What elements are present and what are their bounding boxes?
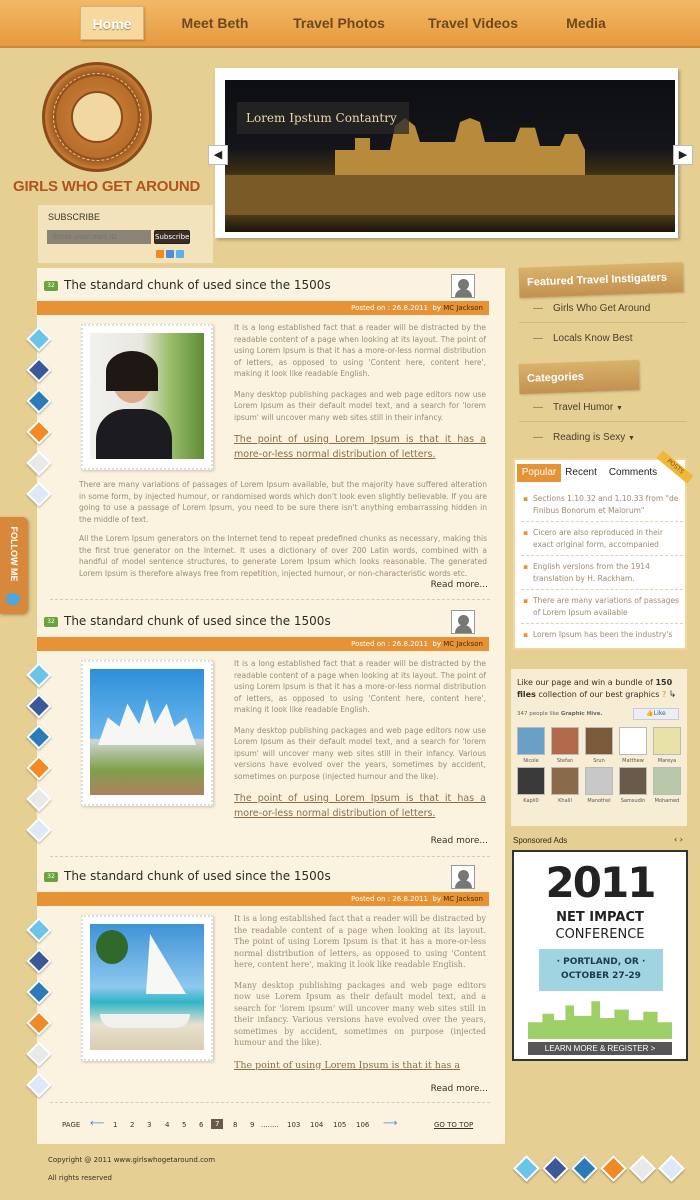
footer-copyright: Copyright @ 2011 www.girlswhogetaround.com bbox=[48, 1156, 216, 1164]
blog-post bbox=[37, 859, 505, 1109]
subscribe-label: SUBSCRIBE bbox=[48, 212, 101, 222]
ad-register-button[interactable]: LEARN MORE & REGISTER > bbox=[528, 1042, 672, 1055]
post-date: Posted on : 26.8.2011 bbox=[351, 895, 428, 903]
post-paragraph: Many desktop publishing packages and web page editors now use Lorem Ipsum as their default model text, and a search for 'lorem ipsum' will uncover many web sites still in their infancy. bbox=[234, 389, 486, 422]
fan-name: Nicole bbox=[523, 758, 539, 764]
twitter-icon[interactable] bbox=[26, 326, 51, 351]
fan-name: Khalil bbox=[558, 798, 572, 804]
posts-ribbon: POSTS bbox=[656, 450, 693, 483]
slider-next-button[interactable] bbox=[673, 145, 693, 165]
rss-icon[interactable] bbox=[156, 250, 164, 258]
page-link[interactable]: 104 bbox=[310, 1121, 324, 1129]
post-highlight-link[interactable]: The point of using Lorem Ipsum is that it has a more-or-less normal distribution of letters. bbox=[234, 793, 486, 819]
bookmark-icon[interactable] bbox=[176, 250, 184, 258]
page-link[interactable]: 2 bbox=[130, 1121, 135, 1129]
post-by: by bbox=[432, 640, 441, 648]
post-excerpt bbox=[234, 322, 486, 472]
subscribe-box bbox=[38, 205, 213, 263]
delicious-icon[interactable] bbox=[26, 817, 51, 842]
post-photo bbox=[90, 333, 204, 459]
featured-heading: Featured Travel Instigaters bbox=[519, 262, 684, 298]
post-date: Posted on : 26.8.2011 bbox=[351, 304, 428, 312]
main-content bbox=[37, 268, 505, 1144]
list-item[interactable]: ▪ Cicero are also reproduced in their exact original form, accompanied bbox=[521, 522, 683, 556]
page-link[interactable]: 8 bbox=[233, 1121, 238, 1129]
nav-meet-beth[interactable]: Meet Beth bbox=[181, 15, 249, 31]
chevron-down-icon: ▼ bbox=[628, 435, 635, 442]
slide-caption: Lorem Ipstum Contantry bbox=[237, 102, 409, 134]
fan-avatar[interactable] bbox=[551, 727, 579, 755]
fan-name: Mohamed bbox=[654, 798, 680, 804]
rss-icon[interactable] bbox=[26, 1010, 51, 1035]
digg-icon[interactable] bbox=[26, 450, 51, 475]
digg-icon[interactable] bbox=[26, 1041, 51, 1066]
fan-avatar[interactable] bbox=[517, 727, 545, 755]
rss-icon[interactable] bbox=[600, 1155, 627, 1182]
facebook-icon[interactable] bbox=[26, 357, 51, 382]
sidebar-divider bbox=[519, 421, 687, 422]
ad-dates: OCTOBER 27-29 bbox=[561, 971, 641, 981]
featured-item[interactable]: — Girls Who Get Around bbox=[523, 303, 687, 314]
ads-nav-arrows[interactable]: ‹ › bbox=[674, 835, 683, 844]
arrow-left-icon[interactable]: ⟵ bbox=[90, 1118, 105, 1129]
post-author[interactable]: MC Jackson bbox=[443, 304, 483, 312]
page-ellipsis: ........ bbox=[261, 1121, 279, 1129]
ad-line1: NET IMPACT bbox=[556, 910, 644, 925]
post-share-bar bbox=[30, 330, 56, 516]
tab-post-list bbox=[521, 488, 683, 646]
fan-avatar[interactable] bbox=[619, 767, 647, 795]
page-link[interactable]: 5 bbox=[182, 1121, 187, 1129]
page-link[interactable]: 6 bbox=[199, 1121, 204, 1129]
post-paragraph: There are many variations of passages of Lorem Ipsum available, but the majority have suffered alteration in some form, by injected humour, or randomised words which don't look even slightly believable. If you are going to use a passage of Lorem Ipsum, you need to be sure there isn't anything embarrassing hidden in the middle of text. bbox=[79, 480, 487, 524]
category-item[interactable] bbox=[523, 402, 687, 413]
blog-post bbox=[37, 268, 505, 608]
post-highlight-link[interactable]: The point of using Lorem Ipsum is that it has a bbox=[234, 1059, 461, 1071]
thumbs-up-icon: 👍 bbox=[646, 710, 654, 717]
fan-avatar[interactable] bbox=[653, 767, 681, 795]
facebook-like-button[interactable] bbox=[633, 708, 679, 720]
list-item[interactable]: ▪ Lorem Ipsum has been the industry's bbox=[521, 624, 683, 646]
page-link[interactable]: 1 bbox=[113, 1121, 118, 1129]
chevron-left-icon: ◀ bbox=[213, 148, 223, 161]
post-title[interactable]: The standard chunk of used since the 1500s bbox=[64, 869, 331, 883]
page-link[interactable]: 106 bbox=[356, 1121, 370, 1129]
headline-text: collection of our best graphics bbox=[535, 690, 662, 699]
mail-icon[interactable] bbox=[166, 250, 174, 258]
comment-count-badge[interactable]: 32 bbox=[44, 872, 58, 882]
post-paragraph: Many desktop publishing packages and web page editors now use Lorem Ipsum as their default model text, and a search for 'lorem ipsum' will uncover many web sites still in their infancy. Various versions have evolved over the years, sometimes by accident, sometimes on purpose (injected humour and the like). bbox=[234, 980, 486, 1047]
fan-name: Samsudin bbox=[620, 798, 646, 804]
post-paragraph: It is a long established fact that a reader will be distracted by the readable content of a page when looking at its layout. The point of using Lorem Ipsum is that it has a more-or-less normal distribution of letters, as opposed to using 'Content here, content here', making it look like readable English. bbox=[234, 323, 486, 378]
category-label: Reading is Sexy bbox=[553, 432, 626, 443]
post-photo bbox=[90, 669, 204, 795]
delicious-icon[interactable] bbox=[26, 1072, 51, 1097]
post-date: Posted on : 26.8.2011 bbox=[351, 640, 428, 648]
post-author[interactable]: MC Jackson bbox=[443, 640, 483, 648]
author-avatar[interactable] bbox=[451, 865, 475, 889]
facebook-icon[interactable] bbox=[26, 693, 51, 718]
page-link-current[interactable]: 7 bbox=[211, 1119, 223, 1129]
post-paragraph: All the Lorem Ipsum generators on the Internet tend to repeat predefined chunks as necessary, making this the first true generator on the Internet. It uses a dictionary of over 200 Latin words, combined with a handful of model sentence structures, to generate Lorem Ipsum which looks reasonable. The generated Lorem Ipsum is therefore always free from repetition, injected humour, or non-characteristic words etc. bbox=[79, 534, 487, 578]
fan-name: Srun bbox=[593, 758, 605, 764]
digg-icon[interactable] bbox=[629, 1155, 656, 1182]
read-more-link[interactable]: Read more... bbox=[430, 836, 488, 846]
category-label: Travel Humor bbox=[553, 402, 614, 413]
castle-wall bbox=[225, 175, 675, 215]
blog-post bbox=[37, 604, 505, 860]
slider-prev-button[interactable] bbox=[208, 145, 228, 165]
post-title[interactable]: The standard chunk of used since the 1500s bbox=[64, 614, 331, 628]
author-avatar[interactable] bbox=[451, 274, 475, 298]
list-item[interactable]: ▪ Sections 1.10.32 and 1.10.33 from "de Finibus Bonorum et Malorum" bbox=[521, 488, 683, 522]
chevron-down-icon: ▼ bbox=[615, 405, 623, 412]
headline-text: Like our page and win a bundle of bbox=[517, 678, 656, 687]
tab-popular[interactable]: Popular bbox=[517, 464, 561, 482]
posts-tabs-widget bbox=[513, 458, 687, 650]
fan-avatar[interactable] bbox=[585, 727, 613, 755]
post-paragraph: It is a long established fact that a reader will be distracted by the readable content of a page when looking at its layout. The point of using Lorem Ipsum is that it has a more-or-less normal distribution of letters, as opposed to using 'Content here, content here', making it look like readable English. bbox=[234, 659, 486, 714]
fan-name: Manothel bbox=[587, 798, 611, 804]
nav-home[interactable]: Home bbox=[80, 6, 144, 40]
twitter-icon[interactable] bbox=[26, 662, 51, 687]
nav-travel-photos[interactable]: Travel Photos bbox=[293, 15, 385, 31]
list-item[interactable]: ▪ English versions from the 1914 translation by H. Rackham. bbox=[521, 556, 683, 590]
post-meta-bar bbox=[37, 892, 489, 906]
tab-comments[interactable]: Comments bbox=[608, 467, 658, 478]
facebook-headline bbox=[517, 677, 681, 701]
comment-count-badge[interactable]: 32 bbox=[44, 617, 58, 627]
nav-travel-videos[interactable]: Travel Videos bbox=[427, 15, 518, 31]
ad-location: · PORTLAND, OR · bbox=[556, 957, 646, 967]
ad-location-box bbox=[539, 949, 663, 991]
nav-media[interactable]: Media bbox=[566, 15, 606, 31]
ad-line2: CONFERENCE bbox=[555, 927, 645, 942]
linkedin-icon[interactable] bbox=[26, 979, 51, 1004]
rss-icon[interactable] bbox=[26, 419, 51, 444]
post-divider bbox=[50, 856, 490, 857]
subscribe-button[interactable]: Subscribe bbox=[154, 230, 190, 244]
page-link[interactable]: 103 bbox=[287, 1121, 301, 1129]
read-more-link[interactable]: Read more... bbox=[430, 1084, 488, 1094]
post-excerpt bbox=[234, 658, 486, 831]
author-avatar[interactable] bbox=[451, 610, 475, 634]
page-link[interactable]: 105 bbox=[333, 1121, 347, 1129]
digg-icon[interactable] bbox=[26, 786, 51, 811]
page-link[interactable]: 9 bbox=[250, 1121, 255, 1129]
likes-text: 347 people like bbox=[517, 711, 561, 717]
page-name[interactable]: Graphic Hive. bbox=[560, 711, 603, 717]
read-more-link[interactable]: Read more... bbox=[430, 580, 488, 590]
delicious-icon[interactable] bbox=[658, 1155, 685, 1182]
image-slider bbox=[215, 68, 678, 238]
twitter-bird-icon bbox=[6, 593, 20, 605]
facebook-icon[interactable] bbox=[26, 948, 51, 973]
fan-avatar[interactable] bbox=[551, 767, 579, 795]
page-label: PAGE bbox=[62, 1121, 81, 1129]
post-body bbox=[79, 479, 487, 587]
headline-question: ? bbox=[661, 690, 667, 699]
twitter-icon[interactable] bbox=[26, 917, 51, 942]
arrow-right-icon[interactable]: ⟶ bbox=[383, 1118, 398, 1129]
fan-name: Stefan bbox=[556, 758, 574, 764]
go-to-top-link[interactable]: GO TO TOP bbox=[434, 1121, 474, 1129]
follow-me-label: FOLLOW ME bbox=[9, 526, 19, 582]
facebook-widget bbox=[511, 669, 687, 826]
fan-avatar[interactable] bbox=[653, 727, 681, 755]
categories-heading: Categories bbox=[519, 360, 640, 394]
delicious-icon[interactable] bbox=[26, 481, 51, 506]
facebook-likes-count bbox=[517, 711, 603, 717]
post-share-bar bbox=[30, 921, 56, 1107]
follow-me-tab[interactable] bbox=[0, 517, 28, 614]
site-logo[interactable] bbox=[42, 62, 152, 172]
post-photo-frame[interactable] bbox=[81, 660, 213, 806]
post-divider bbox=[50, 599, 490, 600]
post-paragraph: It is a long established fact that a reader will be distracted by the readable content of a page when looking at its layout. The point of using Lorem Ipsum is that it has a more-or-less normal distribution of letters, as opposed to using 'Content here, content here', making it look like readable English. bbox=[234, 914, 486, 969]
footer-share-bar bbox=[513, 1157, 693, 1183]
ad-skyline-graphic bbox=[528, 997, 672, 1039]
like-label: Like bbox=[653, 710, 666, 717]
top-navigation bbox=[0, 0, 700, 48]
fan-name: Matthew bbox=[622, 758, 644, 764]
fan-avatar[interactable] bbox=[517, 767, 545, 795]
logo-emblem bbox=[71, 91, 123, 143]
linkedin-icon[interactable] bbox=[571, 1155, 598, 1182]
slide-image[interactable] bbox=[225, 80, 675, 232]
footer-rights: All rights reserved bbox=[48, 1174, 112, 1182]
page-link[interactable]: 3 bbox=[147, 1121, 152, 1129]
fan-avatar[interactable] bbox=[619, 727, 647, 755]
post-title[interactable]: The standard chunk of used since the 1500s bbox=[64, 278, 331, 292]
linkedin-icon[interactable] bbox=[26, 388, 51, 413]
list-item[interactable]: ▪ There are many variations of passages of Lorem Ipsum available bbox=[521, 590, 683, 624]
page-link[interactable]: 4 bbox=[165, 1121, 170, 1129]
comment-count-badge[interactable]: 32 bbox=[44, 281, 58, 291]
twitter-icon[interactable] bbox=[513, 1155, 540, 1182]
headline-bold: 150 files bbox=[517, 678, 673, 699]
ad-year: 2011 bbox=[545, 858, 655, 907]
fan-name: Mareya bbox=[657, 758, 677, 764]
facebook-icon[interactable] bbox=[542, 1155, 569, 1182]
fan-avatar[interactable] bbox=[585, 767, 613, 795]
post-photo-frame[interactable] bbox=[81, 324, 213, 470]
post-paragraph: Many desktop publishing packages and web page editors now use Lorem Ipsum as their default model text, and a search for 'lorem ipsum' will uncover many web sites still in their infancy. Various versions have evolved over the years, sometimes by accident, sometimes on purpose (injected humour and the like). bbox=[234, 725, 486, 781]
featured-item[interactable]: — Locals Know Best bbox=[523, 333, 687, 344]
post-by: by bbox=[432, 304, 441, 312]
sponsored-ads-heading: Sponsored Ads bbox=[513, 836, 568, 845]
linkedin-icon[interactable] bbox=[26, 724, 51, 749]
post-by: by bbox=[432, 895, 441, 903]
tab-recent[interactable]: Recent bbox=[565, 467, 597, 478]
post-photo-frame[interactable] bbox=[81, 915, 213, 1061]
sponsored-ad-banner[interactable] bbox=[512, 850, 688, 1061]
category-item[interactable] bbox=[523, 432, 687, 443]
sidebar-divider bbox=[519, 322, 687, 323]
post-meta-bar bbox=[37, 301, 489, 315]
feed-icons bbox=[156, 250, 186, 260]
post-divider bbox=[50, 1102, 490, 1103]
email-field[interactable] bbox=[47, 230, 151, 244]
post-photo bbox=[90, 924, 204, 1050]
post-excerpt bbox=[234, 913, 486, 1083]
post-meta-bar bbox=[37, 637, 489, 651]
post-highlight-link[interactable]: The point of using Lorem Ipsum is that it has a more-or-less normal distribution of letters. bbox=[234, 434, 486, 460]
site-title[interactable]: GIRLS WHO GET AROUND bbox=[13, 178, 201, 195]
post-author[interactable]: MC Jackson bbox=[443, 895, 483, 903]
fan-name: Kapil0 bbox=[523, 798, 539, 804]
curved-arrow-icon: ↳ bbox=[668, 690, 677, 700]
chevron-right-icon: ▶ bbox=[678, 148, 688, 161]
rss-icon[interactable] bbox=[26, 755, 51, 780]
post-share-bar bbox=[30, 666, 56, 852]
